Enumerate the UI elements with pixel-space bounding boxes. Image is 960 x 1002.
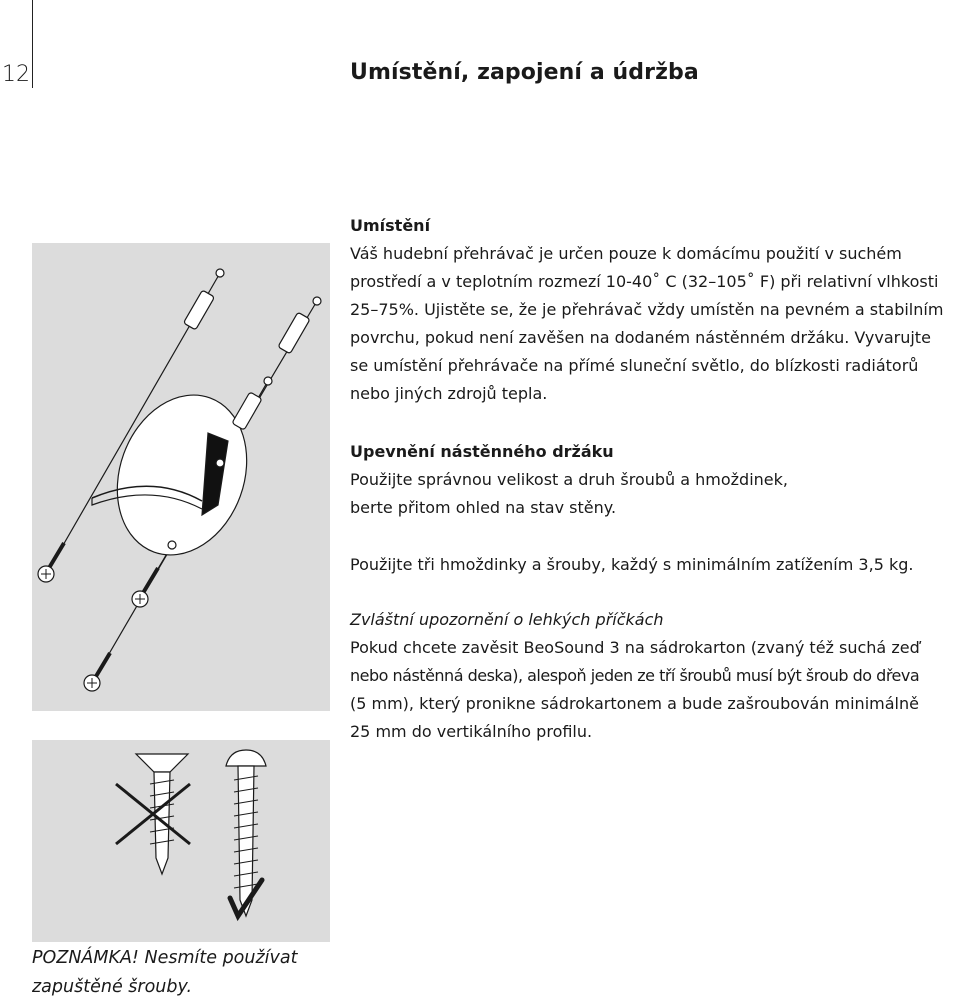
partition-heading: Zvláštní upozornění o lehkých příčkách: [350, 610, 664, 629]
page-number: 12: [2, 62, 30, 87]
partition-line: 25 mm do vertikálního profilu.: [350, 722, 593, 741]
placement-line: povrchu, pokud není zavěšen na dodaném nástěnném držáku. Vyvarujte: [350, 328, 931, 347]
bracket-line: Použijte správnou velikost a druh šroubů a hmoždinek,: [350, 470, 788, 489]
placement-section: [350, 212, 960, 408]
partition-section: [350, 606, 960, 746]
placement-line: nebo jiných zdrojů tepla.: [350, 384, 548, 403]
partition-line: Pokud chcete zavěsit BeoSound 3 na sádrokarton (zvaný též suchá zeď: [350, 638, 920, 657]
placement-heading: Umístění: [350, 216, 431, 235]
bracket-load-line: Použijte tři hmoždinky a šrouby, každý s minimálním zatížením 3,5 kg.: [350, 555, 914, 574]
note-line: POZNÁMKA! Nesmíte používat: [32, 948, 298, 968]
chapter-title: Umístění, zapojení a údržba: [350, 60, 699, 85]
bracket-heading: Upevnění nástěnného držáku: [350, 442, 614, 461]
partition-line: nebo nástěnná deska), alespoň jeden ze tří šroubů musí být šroub do dřeva: [350, 666, 920, 685]
placement-line: se umístění přehrávače na přímé sluneční světlo, do blízkosti radiátorů: [350, 356, 919, 375]
bracket-line: berte přitom ohled na stav stěny.: [350, 498, 617, 517]
placement-line: 25–75%. Ujistěte se, že je přehrávač vždy umístěn na pevném a stabilním: [350, 300, 944, 319]
margin-rule: [32, 0, 33, 88]
partition-line: (5 mm), který pronikne sádrokartonem a bude zašroubován minimálně: [350, 694, 919, 713]
screw-types-illustration: [32, 740, 330, 942]
bracket-section: [350, 438, 960, 522]
note-line: zapuštěné šrouby.: [32, 977, 193, 997]
wall-bracket-illustration: [32, 243, 330, 711]
bracket-load-text: [350, 551, 960, 579]
placement-line: Váš hudební přehrávač je určen pouze k domácímu použití v suchém: [350, 244, 902, 263]
note-text: [32, 944, 332, 1002]
placement-line: prostředí a v teplotním rozmezí 10-40˚ C (32–105˚ F) při relativní vlhkosti: [350, 272, 939, 291]
